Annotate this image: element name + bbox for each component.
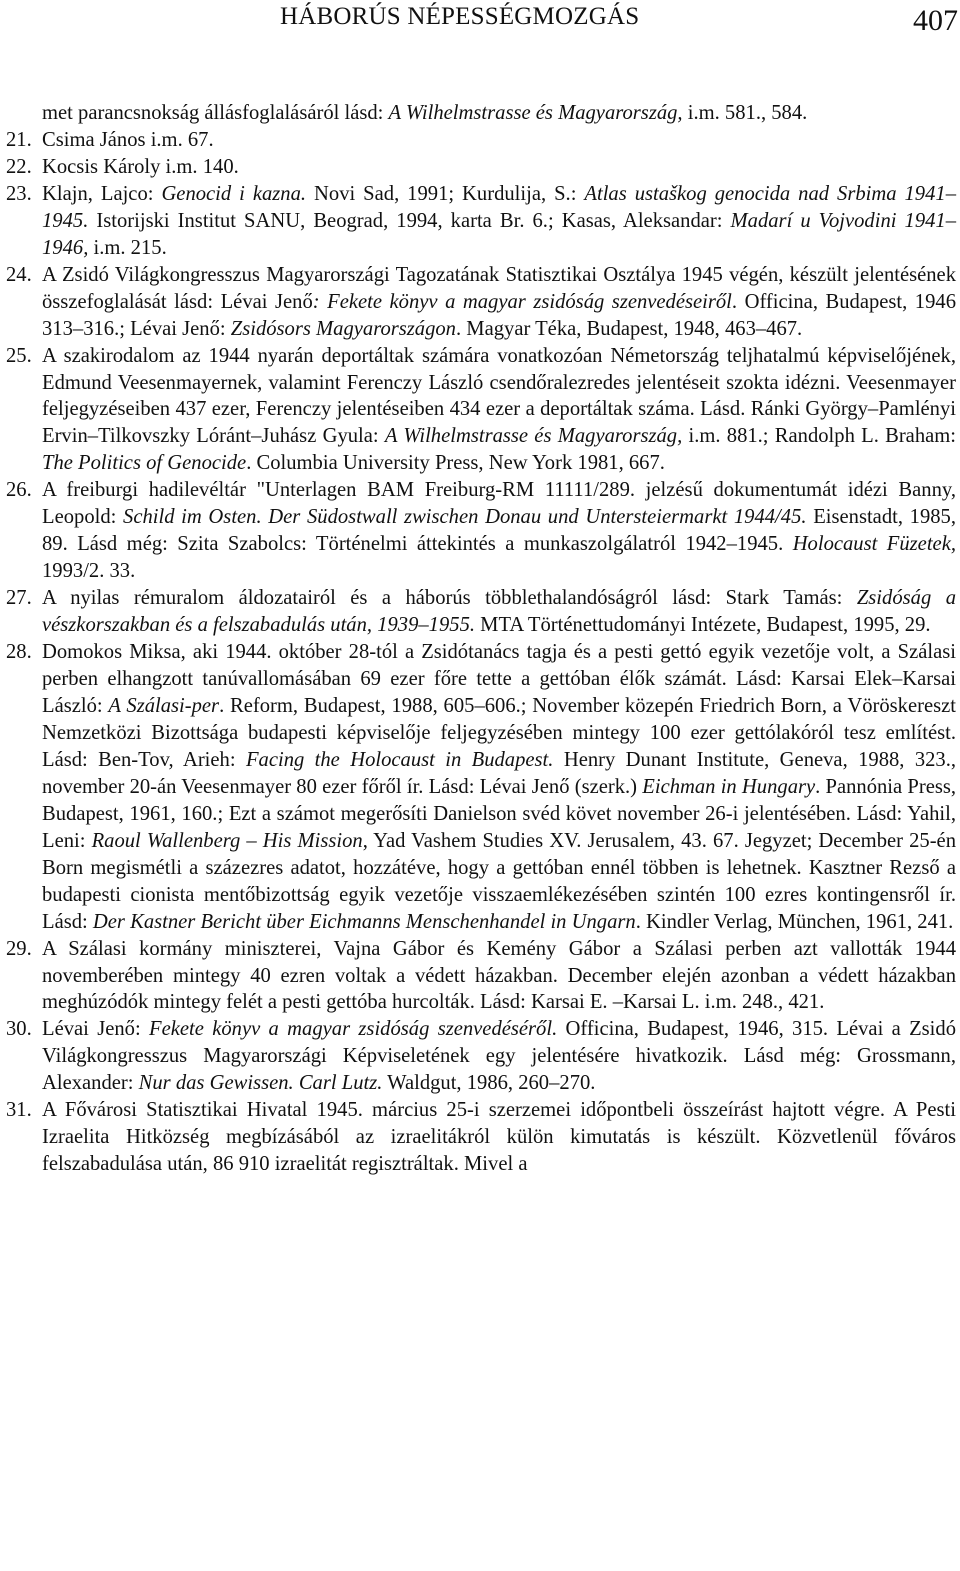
footnote-text — [42, 181, 956, 262]
italic-title-text: The Politics of Genocide — [42, 452, 247, 475]
italic-title-text: Genocid i kazna. — [161, 182, 307, 205]
italic-title-text: Nur das Gewissen. Carl Lutz. — [138, 1072, 383, 1095]
footnote-text-segment: i.m. 881.; Randolph L. Braham: — [682, 425, 957, 448]
footnote-text — [42, 639, 956, 935]
footnote-text — [42, 262, 956, 343]
footnote — [6, 1097, 956, 1178]
footnote-text-segment: Novi Sad, 1991; Kurdulija, S.: — [306, 182, 585, 205]
footnote-text-segment: A Zsidó Világkongresszus Magyarországi Tagozatának Statisztikai Osztálya 1945 végén, készült jelentésének összefoglalását lásd: Lévai Jenő — [42, 263, 956, 313]
running-header — [0, 0, 960, 40]
footnote-text-segment: Waldgut, 1986, 260–270. — [382, 1072, 596, 1095]
footnote-number: 30. — [6, 1018, 32, 1041]
footnote-text-segment: Domokos Miksa, aki 1944. október 28-tól a Zsidótanács tagja és a pesti gettó egyik vezetője volt, a Szálasi perben elhangzott tanúvallomásában 69 ezer főre tette a gettóban élők számát. Lásd: Karsai Elek–Karsai László: — [42, 641, 956, 717]
footnote-text — [42, 1016, 956, 1097]
running-title: HÁBORÚS NÉPESSÉGMOZGÁS — [280, 3, 640, 30]
footnote-text-segment: . Kindler Verlag, München, 1961, 241. — [635, 910, 954, 933]
italic-title-text: Holocaust Füzetek, — [792, 533, 956, 556]
footnote-number: 21. — [6, 128, 32, 151]
italic-title-text: Madarí u Vojvodini 1941–1946, — [42, 209, 957, 259]
footnote-number: 27. — [6, 587, 32, 610]
footnote-text-segment: A freiburgi hadilevéltár "Unterlagen BAM Freiburg-RM 11111/289. jelzésű dokumentumát idézi Banny, Leopold: — [42, 479, 956, 529]
italic-title-text: : Fekete könyv a magyar zsidóság szenvedéseiről — [312, 290, 732, 313]
footnote-text-segment: A nyilas rémuralom áldozatairól és a háborús többlethalandóságról lásd: Stark Tamás: — [42, 587, 857, 610]
footnote-text-segment: i.m. 581., 584. — [682, 102, 808, 124]
footnote-text — [42, 1097, 956, 1178]
italic-title-text: Fekete könyv a magyar zsidóság szenvedéséről. — [149, 1018, 558, 1041]
footnote — [6, 181, 956, 262]
italic-title-text: Raoul Wallenberg – His Mission — [91, 829, 363, 852]
footnote-text — [42, 936, 956, 1017]
footnote — [6, 639, 956, 935]
footnote-number: 24. — [6, 263, 32, 286]
footnote-text-segment: Officina, Budapest, 1946, 315. Lévai a Zsidó Világkongresszus Magyarországi Képviseletének egy jelentésére hivatkozik. Lásd még: Grossmann, Alexander: — [42, 1018, 956, 1095]
page-number: 407 — [913, 4, 958, 37]
footnote-number: 23. — [6, 182, 32, 205]
footnote-text-segment: A szakirodalom az 1944 nyarán deportáltak számára vonatkozóan Németország teljhatalmú képviselőjének, Edmund Veesenmayernek, valamint Ferenczy László csendőralezredes jelentéseit szokta idézni. Veesenmayer feljegyzéseiben 437 ezer, Ferenczy jelentéseiben 434 ezer a deportáltak száma. Lásd. Ránki György–Pamlényi Ervin–Tilkovszky Lóránt–Juhász Gyula: — [42, 344, 956, 448]
italic-title-text: Eichman in Hungary — [642, 775, 816, 798]
footnote-text-segment: A Szálasi kormány miniszterei, Vajna Gábor és Kemény Gábor a Szálasi perben azt vallották 1944 novemberében mintegy 40 ezren voltak a védett házakban. December elején azonban a védett házakban meghúzódók mintegy felét a pesti gettóba hurcolták. Lásd: Karsai E. –Karsai L. i.m. 248., 421. — [42, 937, 956, 1014]
footnote — [6, 262, 956, 343]
footnote-number: 22. — [6, 155, 32, 178]
footnote — [6, 100, 956, 127]
footnote-number: 26. — [6, 479, 32, 502]
footnote-text-segment: . Columbia University Press, New York 1981, 667. — [246, 452, 665, 475]
footnote — [6, 154, 956, 181]
footnote-text — [42, 154, 956, 181]
footnote-text-segment: . Reform, Budapest, 1988, 605–606.; November közepén Friedrich Born, a Vöröskereszt Nemzetközi Bizottsága budapesti képviselője feljegyzésében mintegy 100 ezer gettólakóról tesz említést. Lásd: Ben-Tov, Arieh: — [42, 694, 956, 771]
footnote-text — [42, 477, 956, 585]
footnote-text-segment: Istorijski Institut SANU, Beograd, 1994, karta Br. 6.; Kasas, Aleksandar: — [88, 209, 731, 232]
italic-title-text: Facing the Holocaust in Budapest. — [245, 748, 554, 771]
footnote-text-segment: . Pannónia Press, Budapest, 1961, 160.; Ezt a számot megerősíti Danielson svéd követ november 26-i jelentésében. Lásd: Yahil, Leni: — [42, 775, 957, 852]
footnote-text-segment: Lévai Jenő: — [42, 1018, 150, 1041]
footnote-text-segment: Klajn, Lajco: — [42, 182, 162, 205]
footnote-text-segment: Csima János i.m. 67. — [42, 128, 214, 151]
footnote-text-segment: i.m. 215. — [88, 236, 167, 259]
footnote-number: 25. — [6, 344, 32, 367]
italic-title-text: A Wilhelmstrasse és Magyarország, — [384, 425, 683, 448]
italic-title-text: Atlas ustaškog genocida nad Srbima 1941–1945. — [42, 182, 956, 232]
footnote-number: 29. — [6, 937, 32, 960]
footnote — [6, 936, 956, 1017]
footnote-text — [42, 343, 956, 478]
footnote — [6, 127, 956, 154]
footnote-text-segment: Henry Dunant Institute, Geneva, 1988, 323., november 20-án Veesenmayer 80 ezer főről ír. Lásd: Lévai Jenő (szerk.) — [42, 748, 957, 798]
italic-title-text: Zsidósors Magyarországon — [230, 317, 456, 340]
footnote — [6, 343, 956, 478]
italic-title-text: Der Kastner Bericht über Eichmanns Menschenhandel in Ungarn — [92, 910, 636, 933]
footnote-text-segment: , Yad Vashem Studies XV. Jerusalem, 43. 67. Jegyzet; December 25-én Born megismétli a százezres adatot, hozzátéve, hogy a gettóban ennél többen is lehetnek. Kasztner Rezső a budapesti cionista mentőbizottság egyik vezetője visszaemlékezésében szintén 100 ezres kontingensről ír. Lásd: — [42, 829, 956, 933]
footnote — [6, 585, 956, 639]
italic-title-text: Zsidóság a vészkorszakban és a felszabadulás után, 1939–1955. — [42, 587, 956, 637]
footnote-number: 31. — [6, 1099, 32, 1122]
footnotes-list — [6, 100, 956, 1178]
footnote-text-segment: 1993/2. 33. — [42, 560, 136, 583]
footnote-number: 28. — [6, 641, 32, 664]
footnote-text-segment: A Fővárosi Statisztikai Hivatal 1945. március 25-i szerzemei időpontbeli összeírást hajtott végre. A Pesti Izraelita Hitközség megbízásából az izraelitákról külön kimutatás is készült. Közvetlenül főváros felszabadulása után, 86 910 izraelitát regisztráltak. Mivel a — [42, 1099, 956, 1176]
footnote-text-segment: . Magyar Téka, Budapest, 1948, 463–467. — [455, 317, 803, 340]
footnote — [6, 1016, 956, 1097]
footnote-text — [42, 127, 956, 154]
footnote-text-segment: Eisenstadt, 1985, 89. Lásd még: Szita Szabolcs: Történelmi áttekintés a munkaszolgálatról 1942–1945. — [42, 506, 956, 556]
footnote-text — [42, 100, 956, 127]
footnote-text-segment: met parancsnokság állásfoglalásáról lásd: — [42, 102, 389, 124]
footnote-text-segment: Kocsis Károly i.m. 140. — [42, 155, 239, 178]
footnote-text-segment: MTA Történettudományi Intézete, Budapest, 1995, 29. — [475, 614, 931, 637]
footnote-text — [42, 585, 956, 639]
italic-title-text: A Szálasi-per — [108, 694, 220, 717]
italic-title-text: A Wilhelmstrasse és Magyarország, — [388, 102, 683, 124]
footnote — [6, 477, 956, 585]
italic-title-text: Schild im Osten. Der Südostwall zwischen Donau und Untersteiermarkt 1944/45. — [123, 506, 807, 529]
footnote-text-segment: . Officina, Budapest, 1946 313–316.; Lévai Jenő: — [42, 290, 956, 340]
